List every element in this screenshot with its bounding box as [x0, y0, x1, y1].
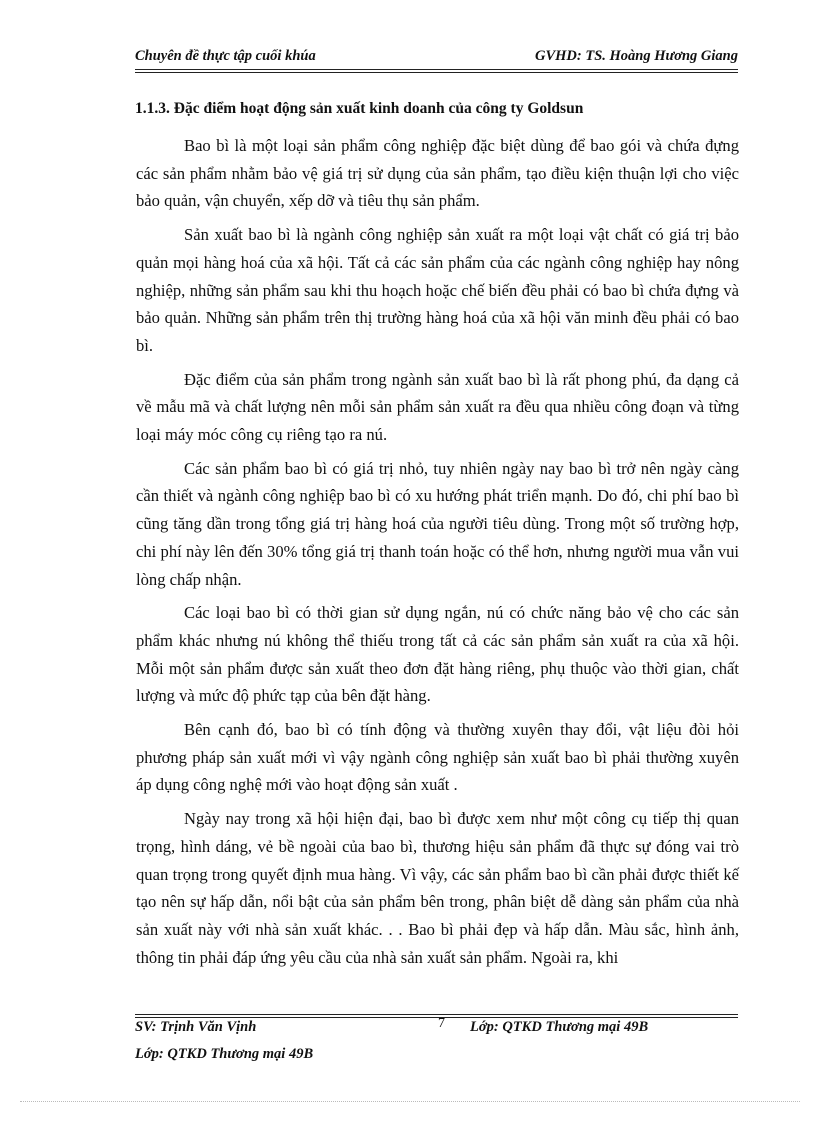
footer-student-name: SV: Trịnh Văn Vịnh [135, 1019, 257, 1035]
paragraph: Bao bì là một loại sản phẩm công nghiệp đặc biệt dùng để bao gói và chứa đựng các sản phẩm nhằm bảo vệ giá trị sử dụng của sản phẩm, tạo điều kiện thuận lợi cho việc bảo quản, vận chuyển, xếp dỡ và tiêu thụ sản phẩm. [136, 136, 739, 211]
header-divider-thin [135, 72, 738, 73]
page-number: 7 [438, 1016, 445, 1031]
header-divider [135, 69, 738, 70]
footer-divider-thin [135, 1014, 738, 1015]
header-document-title: Chuyên đề thực tập cuối khúa [135, 48, 316, 64]
paragraph: Các sản phẩm bao bì có giá trị nhỏ, tuy nhiên ngày nay bao bì trở nên ngày càng cần thiết và ngành công nghiệp bao bì có xu hướng phát triển mạnh. Do đó, chi phí bao bì cũng tăng dần trong tổng giá trị hàng hoá của người tiêu dùng. Trong một số trường hợp, chi phí này lên đến 30% tổng giá trị thanh toán hoặc có thể hơn, nhưng người mua vẫn vui lòng chấp nhận. [136, 458, 739, 589]
body-text [136, 132, 739, 977]
paragraph: Ngày nay trong xã hội hiện đại, bao bì được xem như một công cụ tiếp thị quan trọng, hình dáng, vẻ bề ngoài của bao bì, thương hiệu sản phẩm đã thực sự đóng vai trò quan trọng trong quyết định mua hàng. Vì vậy, các sản phẩm bao bì cần phải được thiết kế tạo nên sự hấp dẫn, nổi bật của sản phẩm bên trong, phân biệt dễ dàng sản phẩm của nhà sản xuất này với nhà sản xuất khác. . . Bao bì phải đẹp và hấp dẫn. Màu sắc, hình ảnh, thông tin phải đáp ứng yêu cầu của nhà sản xuất sản phẩm. Ngoài ra, khi [136, 809, 739, 967]
section-heading: 1.1.3. Đặc điểm hoạt động sản xuất kinh doanh của công ty Goldsun [135, 100, 584, 117]
footer-divider [135, 1017, 738, 1018]
footer-class-bottom: Lớp: QTKD Thương mại 49B [135, 1046, 314, 1062]
paragraph: Bên cạnh đó, bao bì có tính động và thường xuyên thay đổi, vật liệu đòi hỏi phương pháp sản xuất mới vì vậy ngành công nghiệp sản xuất bao bì phải thường xuyên áp dụng công nghệ mới vào hoạt động sản xuất . [136, 720, 739, 795]
header-supervisor: GVHD: TS. Hoàng Hương Giang [535, 48, 738, 64]
footer-class: Lớp: QTKD Thương mại 49B [470, 1019, 649, 1035]
paragraph: Đặc điểm của sản phẩm trong ngành sản xuất bao bì là rất phong phú, đa dạng cả về mẫu mã và chất lượng nên mỗi sản phẩm sản xuất ra đều qua nhiều công đoạn và từng loại máy móc công cụ riêng tạo ra nú. [136, 369, 739, 445]
page-bottom-rule [20, 1101, 800, 1102]
paragraph: Các loại bao bì có thời gian sử dụng ngắn, nú có chức năng bảo vệ cho các sản phẩm khác nhưng nú không thể thiếu trong tất cả các sản phẩm sản xuất ra của xã hội. Mỗi một sản phẩm được sản xuất theo đơn đặt hàng riêng, phụ thuộc vào thời gian, chất lượng và mức độ phức tạp của bên đặt hàng. [136, 603, 739, 706]
paragraph: Sản xuất bao bì là ngành công nghiệp sản xuất ra một loại vật chất có giá trị bảo quản mọi hàng hoá của xã hội. Tất cả các sản phẩm của các ngành công nghiệp hay nông nghiệp, những sản phẩm sau khi thu hoạch hoặc chế biến đều phải có bao bì chứa đựng và bảo quản. Những sản phẩm trên thị trường hàng hoá của xã hội văn minh đều phải có bao bì. [136, 225, 739, 355]
